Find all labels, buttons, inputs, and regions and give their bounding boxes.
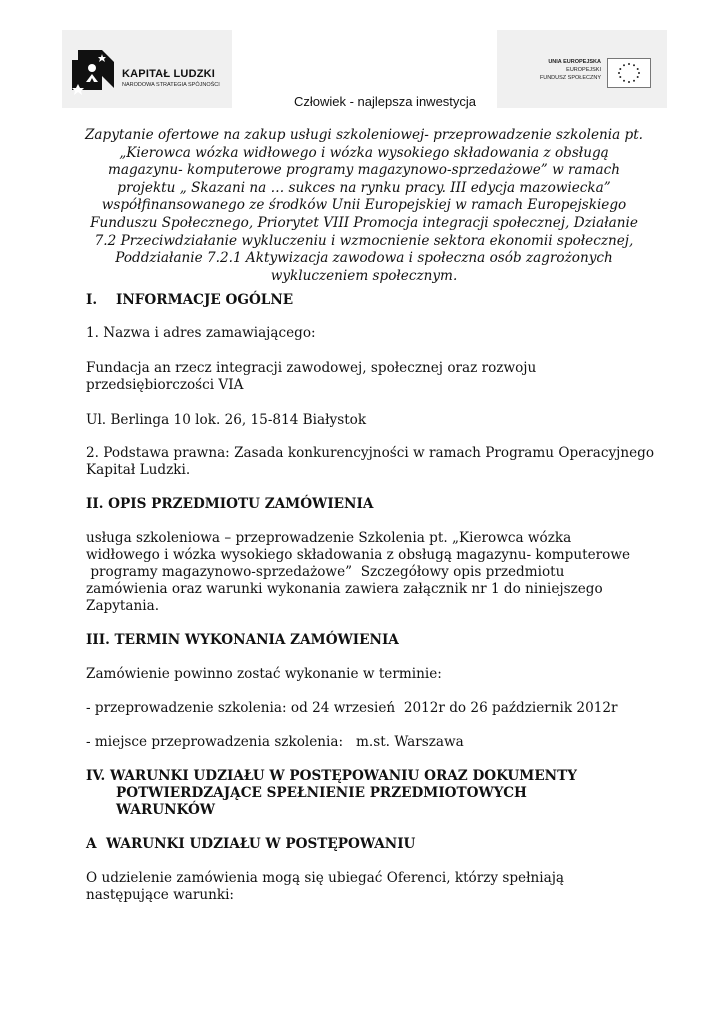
section-4-subheading: A WARUNKI UDZIAŁU W POSTĘPOWANIU <box>86 836 416 852</box>
section-1-heading: INFORMACJE OGÓLNE <box>116 292 294 308</box>
section-4-text-line-1: O udzielenie zamówienia mogą się ubiegać Oferenci, którzy spełniają <box>86 870 565 886</box>
title-line: Zapytanie ofertowe na zakup usługi szkoleniowej- przeprowadzenie szkolenia pt. <box>84 127 644 143</box>
section-2-line: widłowego i wózka wysokiego składowania z obsługą magazynu- komputerowe <box>86 547 631 563</box>
organization-address: Ul. Berlinga 10 lok. 26, 15-814 Białystok <box>86 412 367 428</box>
eu-line-2: EUROPEJSKI <box>566 67 601 73</box>
section-4-text-line-2: następujące warunki: <box>86 887 235 903</box>
document-header <box>0 0 724 118</box>
organization-name-line-1: Fundacja an rzecz integracji zawodowej, społecznej oraz rozwoju <box>86 360 537 376</box>
section-2-line: programy magazynowo-sprzedażowe” Szczegółowy opis przedmiotu <box>86 564 565 580</box>
title-line: wykluczeniem społecznym. <box>270 267 458 284</box>
section-3-term: - przeprowadzenie szkolenia: od 24 wrzesień 2012r do 26 październik 2012r <box>86 700 618 716</box>
section-3-place: - miejsce przeprowadzenia szkolenia: m.st. Warszawa <box>86 734 464 750</box>
kapital-ludzki-subtitle: NARODOWA STRATEGIA SPÓJNOŚCI <box>122 82 220 88</box>
section-1-item-1: 1. Nazwa i adres zamawiającego: <box>86 325 316 341</box>
section-2-line: usługa szkoleniowa – przeprowadzenie Szkolenia pt. „Kierowca wózka <box>86 530 572 546</box>
title-line: współfinansowanego ze środków Unii Europejskiej w ramach Europejskiego <box>101 197 627 214</box>
title-line: Poddziałanie 7.2.1 Aktywizacja zawodowa i społeczna osób zagrożonych <box>115 250 613 267</box>
section-4-heading-line-3: WARUNKÓW <box>116 802 216 818</box>
title-line: „Kierowca wózka widłowego i wózka wysokiego składowania z obsługą <box>119 144 609 161</box>
section-3-heading: III. TERMIN WYKONANIA ZAMÓWIENIA <box>86 632 399 648</box>
document-title <box>84 127 644 285</box>
title-line: projektu „ Skazani na … sukces na rynku pracy. III edycja mazowiecka” <box>117 179 611 196</box>
organization-name-line-2: przedsiębiorczości VIA <box>86 377 244 393</box>
title-line: magazynu- komputerowe programy magazynowo-sprzedażowe” w ramach <box>107 162 620 179</box>
section-2-line: Zapytania. <box>86 598 160 614</box>
eu-line-3: FUNDUSZ SPOŁECZNY <box>539 75 601 81</box>
eu-flag-icon <box>607 58 651 88</box>
kapital-ludzki-emblem-icon <box>68 48 116 96</box>
section-1-number: I. <box>86 292 98 308</box>
legal-basis-line-2: Kapitał Ludzki. <box>86 462 191 478</box>
slogan: Człowiek - najlepsza inwestycja <box>293 94 477 109</box>
section-4-heading-line-2: POTWIERDZAJĄCE SPEŁNIENIE PRZEDMIOTOWYCH <box>116 785 527 801</box>
eu-line-1: UNIA EUROPEJSKA <box>548 59 601 65</box>
title-line: Funduszu Społecznego, Priorytet VIII Promocja integracji społecznej, Działanie <box>90 214 638 231</box>
section-2-heading: II. OPIS PRZEDMIOTU ZAMÓWIENIA <box>86 496 374 512</box>
section-2-line: zamówienia oraz warunki wykonania zawiera załącznik nr 1 do niniejszego <box>86 581 603 597</box>
section-3-intro: Zamówienie powinno zostać wykonanie w terminie: <box>86 666 442 682</box>
title-line: 7.2 Przeciwdziałanie wykluczeniu i wzmocnienie sektora ekonomii społecznej, <box>94 232 634 249</box>
kapital-ludzki-title: KAPITAŁ LUDZKI <box>122 68 216 80</box>
section-4-heading-line-1: IV. WARUNKI UDZIAŁU W POSTĘPOWANIU ORAZ DOKUMENTY <box>86 768 577 784</box>
legal-basis-line-1: 2. Podstawa prawna: Zasada konkurencyjności w ramach Programu Operacyjnego <box>86 445 655 461</box>
